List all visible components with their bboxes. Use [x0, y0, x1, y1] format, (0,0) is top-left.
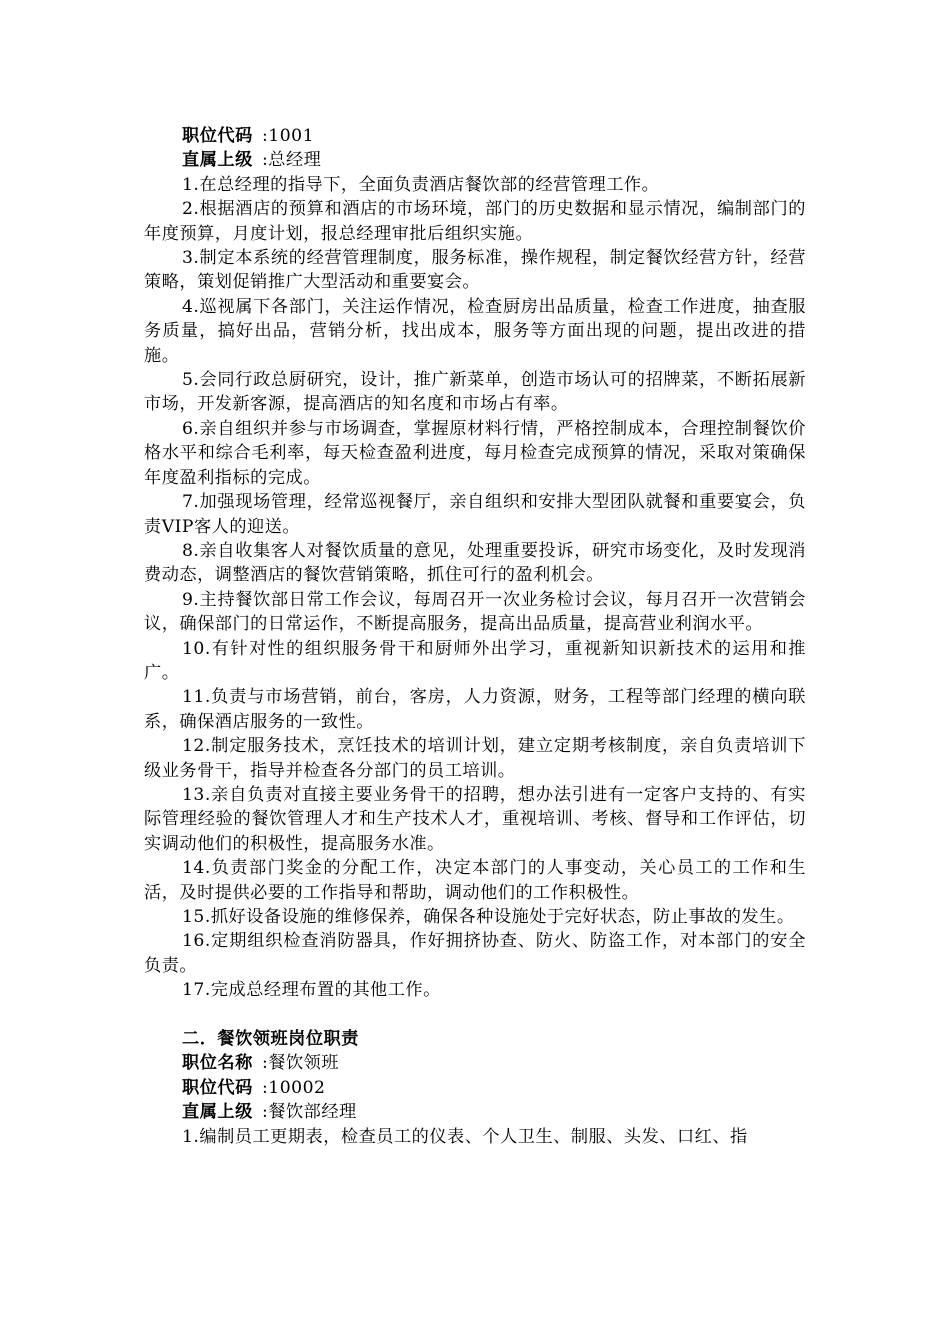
duty-item: 6.亲自组织并参与市场调查，掌握原材料行情，严格控制成本，合理控制餐饮价格水平和综合毛利率，每天检查盈利进度，每月检查完成预算的情况，采取对策确保年度盈利指标的完成。 — [144, 418, 806, 488]
duty-item: 3.制定本系统的经营管理制度，服务标准，操作规程，制定餐饮经营方针，经营策略，策划促销推广大型活动和重要宴会。 — [144, 248, 806, 293]
job-title-field — [144, 1051, 806, 1075]
field-value: :餐饮部经理 — [262, 1102, 357, 1123]
job-code-field — [144, 124, 806, 148]
duty-item: 11.负责与市场营销，前台，客房，人力资源，财务，工程等部门经理的横向联系，确保酒店服务的一致性。 — [144, 687, 806, 732]
duty-item: 15.抓好设备设施的维修保养，确保各种设施处于完好状态，防止事故的发生。 — [182, 907, 795, 927]
field-value: :总经理 — [262, 150, 322, 171]
duty-item: 12.制定服务技术，烹饪技术的培训计划，建立定期考核制度，亲自负责培训下级业务骨干，指导并检查各分部门的员工培训。 — [144, 736, 806, 781]
field-value: :10002 — [262, 1077, 326, 1098]
duty-item: 8.亲自收集客人对餐饮质量的意见，处理重要投诉，研究市场变化，及时发现消费动态，调整酒店的餐饮营销策略，抓住可行的盈利机会。 — [144, 540, 806, 586]
duty-item: 2.根据酒店的预算和酒店的市场环境，部门的历史数据和显示情况，编制部门的年度预算，月度计划，报总经理审批后组织实施。 — [144, 199, 806, 244]
supervisor-field — [144, 148, 806, 172]
duty-item: 10.有针对性的组织服务骨干和厨师外出学习，重视新知识新技术的运用和推广。 — [144, 638, 806, 683]
duty-item: 5.会同行政总厨研究，设计，推广新菜单，创造市场认可的招牌菜，不断拓展新市场，开发新客源，提高酒店的知名度和市场占有率。 — [144, 370, 806, 415]
field-label: 职位名称 — [182, 1053, 253, 1074]
duty-item: 13.亲自负责对直接主要业务骨干的招聘，想办法引进有一定客户支持的、有实际管理经验的餐饮管理人才和生产技术人才，重视培训、考核、督导和工作评估，切实调动他们的积极性，提高服务水准。 — [144, 784, 806, 854]
duty-item: 16.定期组织检查消防器具，作好拥挤协查、防火、防盗工作，对本部门的安全负责。 — [144, 931, 806, 976]
field-value: :餐饮领班 — [262, 1053, 340, 1074]
field-value: :1001 — [262, 126, 315, 146]
section-heading: 二．餐饮领班岗位职责 — [182, 1029, 359, 1050]
field-label: 职位代码 — [182, 126, 253, 146]
document-page — [144, 124, 806, 1149]
duty-item: 14.负责部门奖金的分配工作，决定本部门的人事变动，关心员工的工作和生活，及时提供必要的工作指导和帮助，调动他们的工作积极性。 — [144, 858, 806, 903]
job-code-field — [144, 1076, 806, 1100]
field-label: 职位代码 — [182, 1077, 253, 1098]
duty-item: 1.在总经理的指导下，全面负责酒店餐饮部的经营管理工作。 — [182, 174, 660, 195]
duty-item: 17.完成总经理布置的其他工作。 — [182, 980, 441, 1001]
field-label: 直属上级 — [182, 150, 253, 171]
supervisor-field — [144, 1100, 806, 1124]
duty-item: 1.编制员工更期表，检查员工的仪表、个人卫生、制服、头发、口红、指 — [182, 1126, 748, 1147]
duty-item: 7.加强现场管理，经常巡视餐厅，亲自组织和安排大型团队就餐和重要宴会，负责VIP客人的迎送。 — [144, 492, 806, 537]
duty-item: 9.主持餐饮部日常工作会议，每周召开一次业务检讨会议，每月召开一次营销会议，确保部门的日常运作，不断提高服务，提高出品质量，提高营业利润水平。 — [144, 589, 806, 635]
field-label: 直属上级 — [182, 1102, 253, 1123]
duty-item: 4.巡视属下各部门，关注运作情况，检查厨房出品质量，检查工作进度，抽查服务质量，搞好出品，营销分析，找出成本，服务等方面出现的问题，提出改进的措施。 — [144, 296, 806, 366]
